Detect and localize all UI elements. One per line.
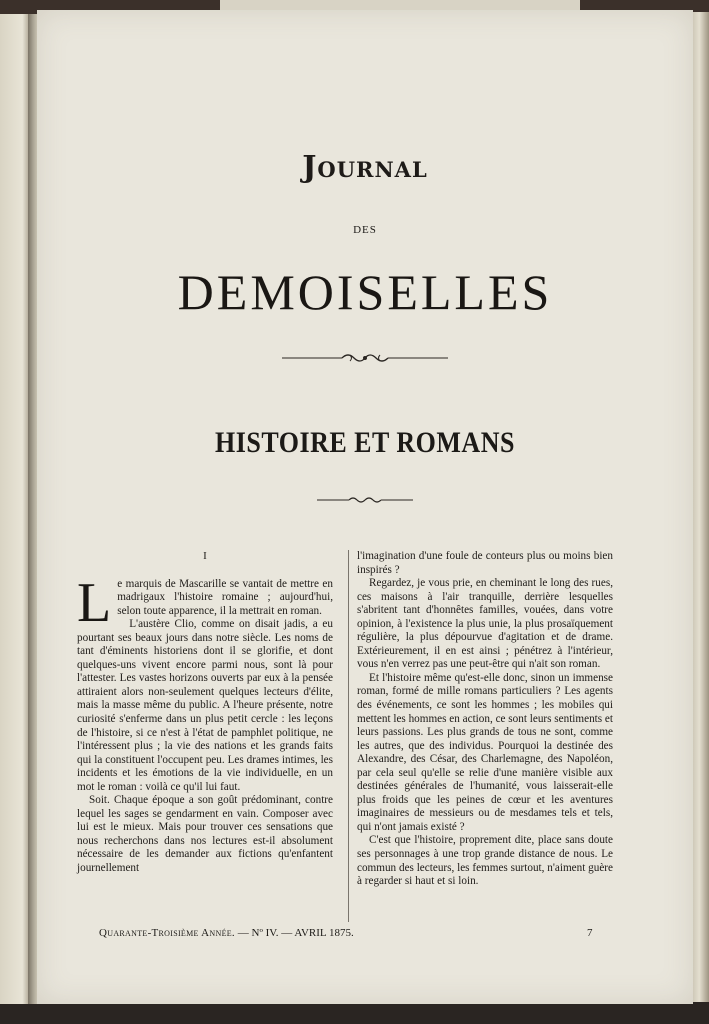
- section-title: HISTOIRE ET ROMANS: [215, 426, 515, 459]
- paragraph-6: C'est que l'histoire, proprement dite, place sans doute ses personnages à une trop grande distance de nous. Le commun des lecteurs, les femmes surtout, n'aiment guère à regarder si haut et si loin.: [357, 834, 613, 888]
- ornament-divider-bottom: [37, 490, 693, 509]
- footer-issue: — Nº IV. — AVRIL 1875.: [237, 927, 354, 939]
- chapter-number: I: [203, 550, 207, 562]
- paragraph-2: L'austère Clio, comme on disait jadis, a eu pourtant ses beaux jours dans notre siècle. Les noms de tant d'éminents historiens dont il se glorifie, et dont quelques-uns vivent encore parmi nous, sont là pour l'attester. Les vastes horizons ouverts par eux à la pensée attiraient alors non-seulement quelques lecteurs d'élite, mais la masse même du public. A l'heure présente, notre curiosité s'enferme dans un plus petit cercle : les leçons de l'histoire, si ce n'est à l'état de pamphlet politique, ne l'intéressent plus ; la vie des nations et les grands faits qui la constituent l'occupent peu. Les drames intimes, les incidents et les émotions de la vie individuelle, en un mot le roman : voilà ce qu'il lui faut.: [77, 618, 333, 793]
- page-footer: [99, 927, 619, 939]
- flourish-icon: [315, 495, 415, 505]
- text-column-left: [77, 550, 333, 876]
- text-column-right: [357, 550, 613, 889]
- masthead-des: DES: [353, 224, 377, 236]
- left-page-edge: [0, 14, 28, 1004]
- column-rule: [348, 550, 349, 922]
- page: [37, 10, 693, 1004]
- page-number: 7: [587, 927, 593, 939]
- drop-cap: L: [77, 571, 112, 634]
- footer-year: Quarante-Troisième Année.: [99, 927, 235, 939]
- paragraph-3: Soit. Chaque époque a son goût prédominant, contre lequel les sages se gendarment en vain. Composer avec lui est le mieux. Mais pour trouver ces sensations que nous recherchons dans nos lectures est-il absolument nécessaire de les demander aux fictions qu'enfantent journellement: [77, 794, 333, 875]
- masthead-demoiselles: DEMOISELLES: [177, 264, 553, 320]
- paragraph-5: Et l'histoire même qu'est-elle donc, sinon un immense roman, formé de mille romans particuliers ? Les agents des événements, ce sont les hommes ; les mobiles qui mettent les hommes en action, ce sont leurs sentiments et leurs passions. Les plus grands de tous ne sont, comme les autres, que des individus. Pourquoi la destinée des Alexandre, des César, des Charlemagne, des Napoléon, par cela seul qu'elle se relie d'une manière visible aux destinées générales de l'humanité, vous laisserait-elle plus froids que les peines de cœur et les aventures imaginaires de messieurs ou de mesdames tels et tels, qui n'ont jamais existé ?: [357, 671, 614, 833]
- ornament-divider-top: [37, 350, 693, 369]
- right-page-edge: [693, 12, 709, 1002]
- masthead-journal: Journal: [302, 150, 428, 185]
- paragraph-1-text: e marquis de Mascarille se vantait de mettre en madrigaux l'histoire romaine ; aujourd'hui, selon toute apparence, il la mettrait en roman.: [117, 577, 333, 617]
- paragraph-4: Regardez, je vous prie, en cheminant le long des rues, ces maisons à l'air tranquille, derrière lesquelles s'abritent tant d'honnêtes familles, vouées, dans votre opinion, à l'existence la plus unie, la plus prosaïquement régulière, la plus dépourvue d'agitation et de drame. Extérieurement, il en est ainsi ; pénétrez à l'intérieur, vous n'en verrez pas une peut-être qui n'ait son roman.: [357, 577, 613, 671]
- paragraph-1: [77, 571, 333, 634]
- flourish-icon: [280, 351, 450, 365]
- paragraph-continued: l'imagination d'une foule de conteurs plus ou moins bien inspirés ?: [357, 550, 613, 576]
